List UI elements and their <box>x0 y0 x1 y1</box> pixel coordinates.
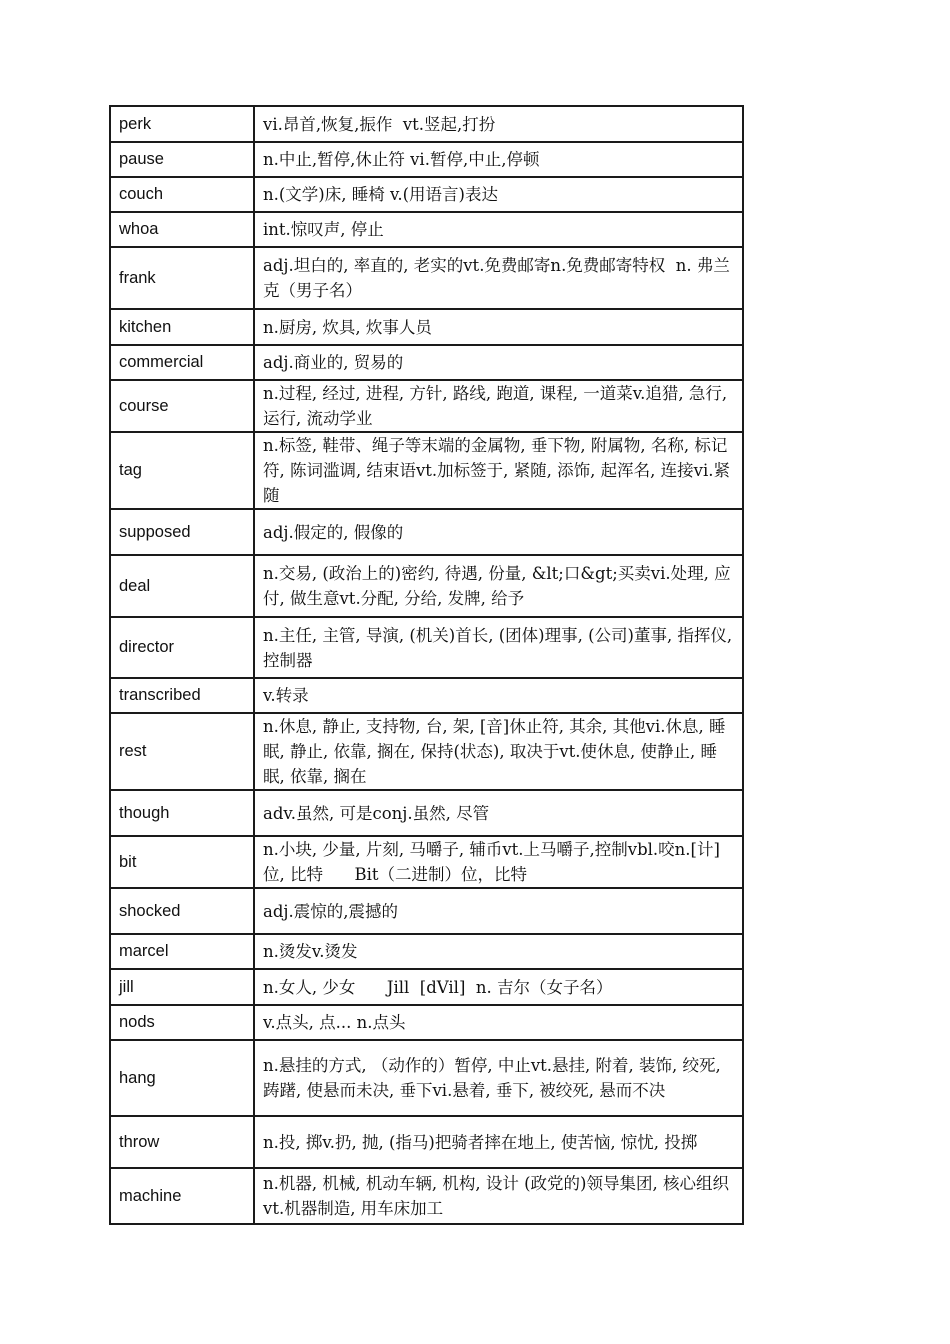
vocab-row <box>110 836 743 888</box>
vocab-word: tag <box>110 432 254 509</box>
vocab-definition: n.休息, 静止, 支持物, 台, 架, [音]休止符, 其余, 其他vi.休息, 睡眠, 静止, 依靠, 搁在, 保持(状态), 取决于vt.使休息, 使静止, 睡眠, 依靠, 搁在 <box>254 713 743 790</box>
vocab-word: pause <box>110 142 254 177</box>
vocab-definition: n.投, 掷v.扔, 抛, (指马)把骑者摔在地上, 使苦恼, 惊忧, 投掷 <box>254 1116 743 1168</box>
vocab-word: commercial <box>110 345 254 380</box>
vocab-word: supposed <box>110 509 254 555</box>
vocab-row <box>110 1040 743 1116</box>
vocab-definition: n.机器, 机械, 机动车辆, 机构, 设计 (政党的)领导集团, 核心组织vt.机器制造, 用车床加工 <box>254 1168 743 1224</box>
vocab-definition: int.惊叹声, 停止 <box>254 212 743 247</box>
vocab-row <box>110 309 743 345</box>
vocab-row <box>110 713 743 790</box>
vocab-definition: n.交易, (政治上的)密约, 待遇, 份量, &lt;口&gt;买卖vi.处理, 应付, 做生意vt.分配, 分给, 发牌, 给予 <box>254 555 743 617</box>
vocabulary-table-body <box>110 106 743 1224</box>
vocab-word: hang <box>110 1040 254 1116</box>
vocab-row <box>110 790 743 836</box>
vocab-row <box>110 617 743 678</box>
vocab-row <box>110 934 743 969</box>
vocab-definition: n.悬挂的方式, （动作的）暂停, 中止vt.悬挂, 附着, 装饰, 绞死, 踌躇, 使悬而未决, 垂下vi.悬着, 垂下, 被绞死, 悬而不决 <box>254 1040 743 1116</box>
vocab-definition: adj.商业的, 贸易的 <box>254 345 743 380</box>
vocab-definition: n.厨房, 炊具, 炊事人员 <box>254 309 743 345</box>
vocab-word: perk <box>110 106 254 142</box>
vocab-word: kitchen <box>110 309 254 345</box>
vocab-row <box>110 1168 743 1224</box>
vocabulary-table <box>109 105 744 1225</box>
vocab-row <box>110 888 743 934</box>
vocab-row <box>110 212 743 247</box>
vocab-row <box>110 509 743 555</box>
vocab-row <box>110 555 743 617</box>
vocab-definition: n.主任, 主管, 导演, (机关)首长, (团体)理事, (公司)董事, 指挥仪, 控制器 <box>254 617 743 678</box>
vocab-word: rest <box>110 713 254 790</box>
vocab-definition: n.女人, 少女 Jill [dVil] n. 吉尔（女子名） <box>254 969 743 1005</box>
vocab-definition: adj.坦白的, 率直的, 老实的vt.免费邮寄n.免费邮寄特权 n. 弗兰克（男子名） <box>254 247 743 309</box>
vocab-row <box>110 969 743 1005</box>
vocab-row <box>110 380 743 432</box>
vocab-row <box>110 106 743 142</box>
vocab-row <box>110 177 743 212</box>
vocab-word: course <box>110 380 254 432</box>
vocab-definition: vi.昂首,恢复,振作 vt.竖起,打扮 <box>254 106 743 142</box>
vocab-row <box>110 345 743 380</box>
vocab-word: machine <box>110 1168 254 1224</box>
vocab-word: though <box>110 790 254 836</box>
vocab-word: couch <box>110 177 254 212</box>
vocab-word: marcel <box>110 934 254 969</box>
vocab-definition: adj.震惊的,震撼的 <box>254 888 743 934</box>
vocab-definition: adj.假定的, 假像的 <box>254 509 743 555</box>
vocab-definition: adv.虽然, 可是conj.虽然, 尽管 <box>254 790 743 836</box>
vocab-definition: n.烫发v.烫发 <box>254 934 743 969</box>
vocab-definition: v.点头, 点... n.点头 <box>254 1005 743 1040</box>
vocab-row <box>110 1005 743 1040</box>
vocab-definition: n.小块, 少量, 片刻, 马嚼子, 辅币vt.上马嚼子,控制vbl.咬n.[计]位, 比特 Bit（二进制）位，比特 <box>254 836 743 888</box>
vocab-definition: n.中止,暂停,休止符 vi.暂停,中止,停顿 <box>254 142 743 177</box>
vocab-definition: n.(文学)床, 睡椅 v.(用语言)表达 <box>254 177 743 212</box>
vocab-word: frank <box>110 247 254 309</box>
vocab-definition: n.过程, 经过, 进程, 方针, 路线, 跑道, 课程, 一道菜v.追猎, 急行, 运行, 流动学业 <box>254 380 743 432</box>
vocab-word: nods <box>110 1005 254 1040</box>
vocab-row <box>110 678 743 713</box>
vocab-word: whoa <box>110 212 254 247</box>
vocab-row <box>110 247 743 309</box>
vocab-row <box>110 432 743 509</box>
vocab-row <box>110 142 743 177</box>
vocab-word: transcribed <box>110 678 254 713</box>
vocab-word: director <box>110 617 254 678</box>
vocab-word: deal <box>110 555 254 617</box>
vocab-definition: n.标签, 鞋带、绳子等末端的金属物, 垂下物, 附属物, 名称, 标记符, 陈词滥调, 结束语vt.加标签于, 紧随, 添饰, 起浑名, 连接vi.紧随 <box>254 432 743 509</box>
vocab-word: shocked <box>110 888 254 934</box>
vocab-word: throw <box>110 1116 254 1168</box>
vocab-definition: v.转录 <box>254 678 743 713</box>
vocab-word: jill <box>110 969 254 1005</box>
vocab-word: bit <box>110 836 254 888</box>
vocab-row <box>110 1116 743 1168</box>
